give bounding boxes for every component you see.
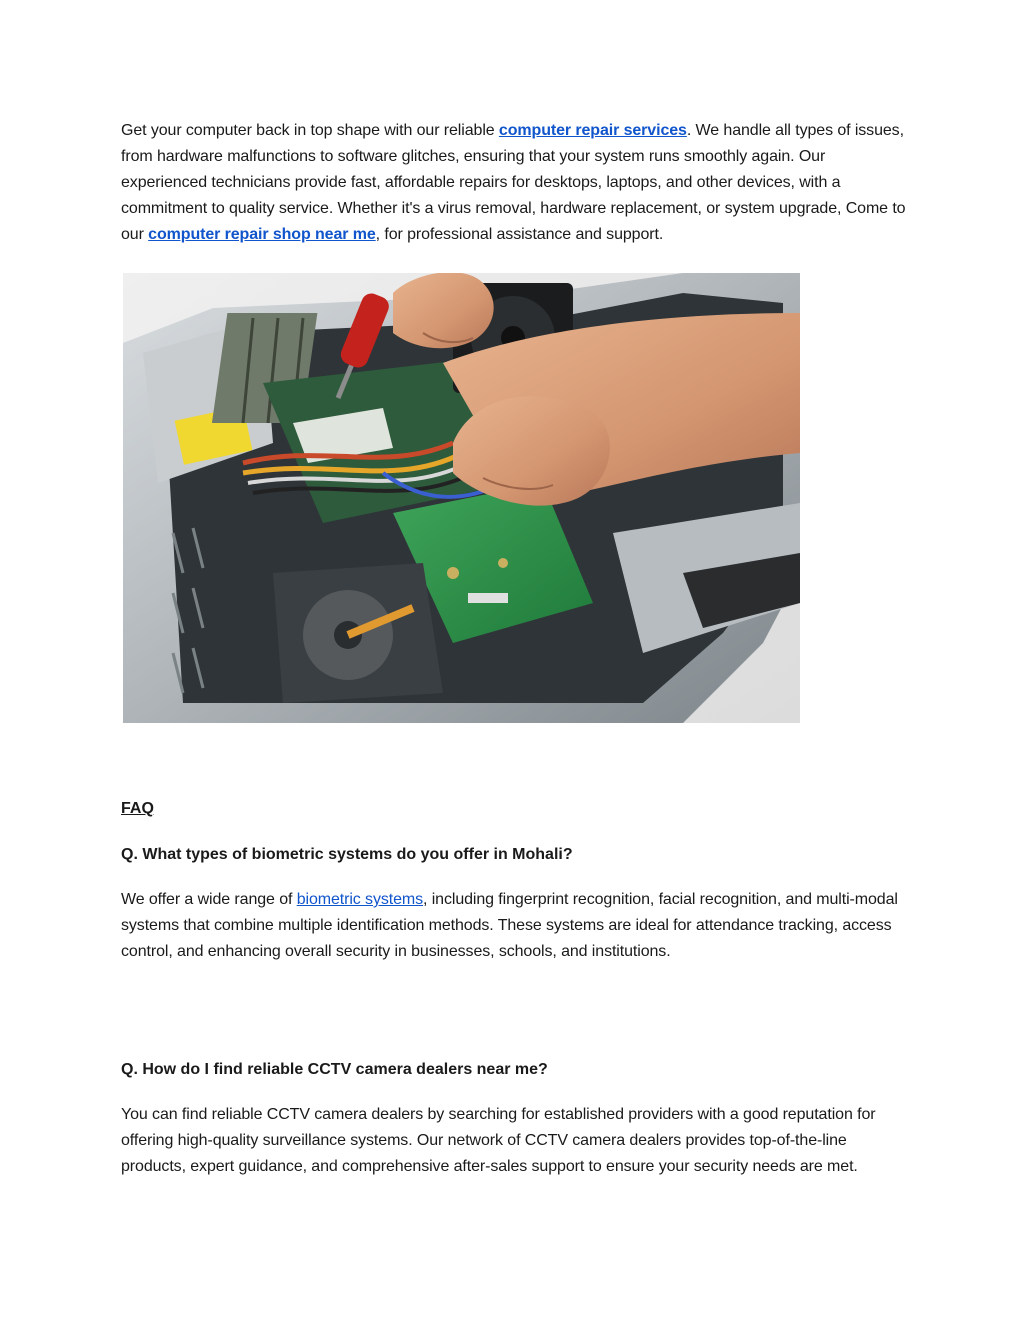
- faq-question-1: Q. What types of biometric systems do you offer in Mohali?: [121, 846, 573, 863]
- intro-section: [121, 118, 911, 248]
- faq-answer-2-paragraph: You can find reliable CCTV camera dealers by searching for established providers with a good reputation for offering high-quality surveillance systems. Our network of CCTV camera dealers provides top-of-the-line products, expert guidance, and comprehensive after-sales support to ensure your security needs are met.: [121, 1106, 876, 1175]
- intro-text-2: . We handle all types of issues, from hardware malfunctions to software glitches, ensuring that your system runs smoothly again. Our experienced technicians provide fast, affordable repairs for desktops, laptops, and other devices, with a commitment to quality service. Whether it's a virus removal, hardware replacement, or system upgrade, Come to our: [121, 122, 906, 243]
- faq-question-2: Q. How do I find reliable CCTV camera dealers near me?: [121, 1061, 548, 1078]
- faq-answer-1-paragraph: [121, 887, 911, 965]
- faq-answer-1: [121, 887, 911, 965]
- biometric-systems-link[interactable]: biometric systems: [296, 891, 424, 908]
- faq-answer-1-text-a: We offer a wide range of: [121, 891, 297, 908]
- faq-answer-1-text-b: , including fingerprint recognition, facial recognition, and multi-modal systems that combine multiple identification methods. These systems are ideal for attendance tracking, access control, and enhancing overall security in businesses, schools, and institutions.: [121, 891, 898, 960]
- intro-text-3: , for professional assistance and support.: [375, 226, 664, 243]
- computer-repair-photo: [123, 273, 800, 723]
- intro-paragraph: [121, 118, 911, 248]
- faq-heading: FAQ: [121, 800, 154, 817]
- faq-answer-2: [121, 1102, 911, 1180]
- intro-text-1: Get your computer back in top shape with our reliable: [121, 122, 499, 139]
- computer-repair-shop-link[interactable]: computer repair shop near me: [148, 226, 376, 243]
- computer-repair-services-link[interactable]: computer repair services: [498, 122, 687, 139]
